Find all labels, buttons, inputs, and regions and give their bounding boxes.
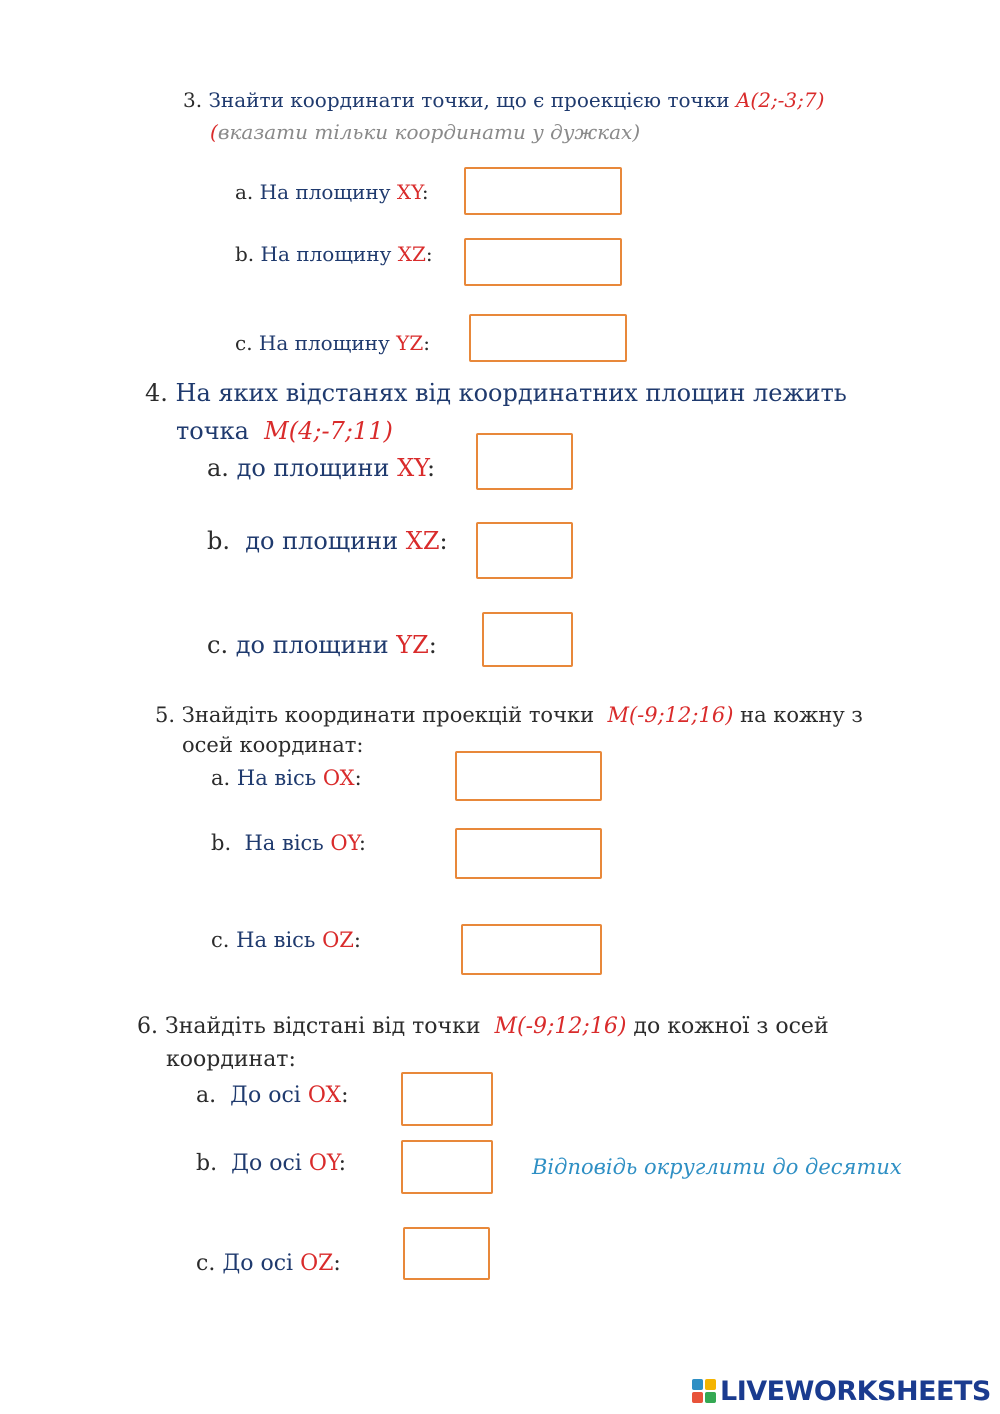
q6-number: 6. (137, 1014, 158, 1039)
item-letter: b. (207, 527, 230, 555)
item-letter: a. (207, 454, 229, 482)
q4-item-c (207, 631, 437, 659)
q3-point: A(2;-3;7) (735, 88, 825, 112)
item-letter: b. (211, 831, 232, 855)
item-colon: : (358, 831, 366, 855)
item-label: До осі (230, 1083, 301, 1108)
item-colon: : (354, 766, 362, 790)
item-axis: XY (396, 180, 422, 204)
item-label: На площину (260, 242, 392, 266)
q5-title (155, 703, 863, 727)
q4-answer-a[interactable] (476, 433, 573, 490)
item-letter: b. (235, 242, 255, 266)
q6-point: M(-9;12;16) (494, 1014, 627, 1039)
item-label: На площину (258, 331, 390, 355)
q3-answer-a[interactable] (464, 167, 622, 215)
q6-item-c (196, 1251, 341, 1276)
q5-answer-a[interactable] (455, 751, 602, 801)
item-label: На площину (259, 180, 391, 204)
q6-text-b: до кожної з осей (633, 1014, 829, 1039)
q6-answer-c[interactable] (403, 1227, 490, 1280)
q4-text: На яких відстанях від координатних площин лежить (175, 379, 847, 407)
item-axis: OZ (322, 928, 354, 952)
item-axis: XY (397, 454, 428, 482)
q5-answer-c[interactable] (461, 924, 602, 975)
q4-answer-b[interactable] (476, 522, 573, 579)
item-letter: b. (196, 1151, 218, 1176)
q5-item-c (211, 928, 361, 952)
item-colon: : (428, 631, 437, 659)
q3-number: 3. (183, 88, 203, 112)
q5-number: 5. (155, 703, 176, 727)
item-colon: : (353, 928, 361, 952)
q6-answer-a[interactable] (401, 1072, 493, 1126)
q3-answer-b[interactable] (464, 238, 622, 286)
item-colon: : (423, 331, 430, 355)
item-axis: OY (330, 831, 359, 855)
item-axis: XZ (397, 242, 426, 266)
item-colon: : (338, 1151, 347, 1176)
q6-title (137, 1014, 829, 1039)
q5-item-b (211, 831, 366, 855)
item-label: На вісь (244, 831, 324, 855)
q3-title (183, 88, 824, 112)
item-colon: : (333, 1251, 341, 1276)
item-axis: YZ (396, 331, 424, 355)
item-axis: YZ (396, 631, 429, 659)
q4-title-line2 (176, 417, 393, 445)
item-letter: c. (196, 1251, 216, 1276)
q4-number: 4. (145, 379, 168, 407)
q3-text: Знайти координати точки, що є проекцією точки (208, 88, 730, 112)
item-axis: OZ (300, 1251, 334, 1276)
q5-text-b: на кожну з (740, 703, 863, 727)
q5-answer-b[interactable] (455, 828, 602, 879)
q4-point: M(4;-7;11) (264, 417, 393, 445)
q4-item-b (207, 527, 448, 555)
item-axis: OX (322, 766, 355, 790)
q3-note (210, 120, 640, 144)
item-label: до площини (245, 527, 399, 555)
item-letter: a. (196, 1083, 217, 1108)
q6-answer-b[interactable] (401, 1140, 493, 1194)
liveworksheets-logo-icon (692, 1379, 716, 1403)
q6-item-a (196, 1083, 349, 1108)
item-axis: OY (308, 1151, 339, 1176)
q3-item-c (235, 331, 430, 355)
q6-rounding-hint: Відповідь округлити до десятих (532, 1155, 902, 1179)
item-letter: c. (235, 331, 253, 355)
item-letter: a. (211, 766, 231, 790)
item-letter: c. (207, 631, 229, 659)
item-axis: OX (307, 1083, 342, 1108)
q3-item-a (235, 180, 429, 204)
item-label: До осі (222, 1251, 294, 1276)
item-letter: c. (211, 928, 230, 952)
q3-answer-c[interactable] (469, 314, 627, 362)
q5-item-a (211, 766, 362, 790)
q5-title-line2 (182, 733, 364, 757)
item-label: До осі (231, 1151, 302, 1176)
item-colon: : (421, 180, 429, 204)
brand-name: LIVEWORKSHEETS (720, 1375, 991, 1407)
q4-text-2: точка (176, 417, 249, 445)
q5-text: Знайдіть координати проекцій точки (181, 703, 595, 727)
item-label: до площини (236, 454, 390, 482)
q4-title (145, 379, 847, 407)
item-label: На вісь (236, 766, 317, 790)
q3-item-b (235, 242, 433, 266)
item-axis: XZ (405, 527, 440, 555)
q6-text: Знайдіть відстані від точки (165, 1014, 481, 1039)
liveworksheets-logo (692, 1374, 991, 1408)
item-colon: : (341, 1083, 349, 1108)
item-colon: : (439, 527, 448, 555)
q4-answer-c[interactable] (482, 612, 573, 667)
item-label: до площини (235, 631, 389, 659)
q4-item-a (207, 454, 435, 482)
item-colon: : (427, 454, 436, 482)
q6-title-line2 (166, 1047, 296, 1072)
q3-note-text: вказати тільки координати у дужках) (217, 120, 641, 144)
q5-point: M(-9;12;16) (607, 703, 734, 727)
q5-text-2: осей координат: (182, 733, 364, 757)
item-label: На вісь (236, 928, 316, 952)
q6-item-b (196, 1151, 346, 1176)
item-colon: : (425, 242, 433, 266)
q6-text-2: координат: (166, 1047, 296, 1072)
item-letter: a. (235, 180, 254, 204)
q3-note-paren: ( (210, 120, 218, 144)
